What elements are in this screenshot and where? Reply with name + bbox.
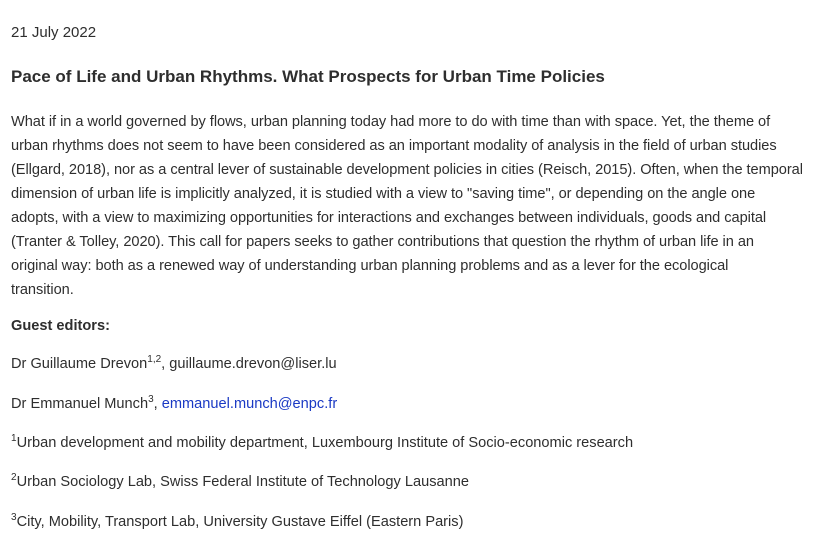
affiliation-mark: 2 — [11, 472, 17, 483]
separator: , — [153, 396, 162, 412]
affiliation-text: Urban Sociology Lab, Swiss Federal Institute of Technology Lausanne — [16, 474, 469, 490]
editor-name: Dr Emmanuel Munch — [11, 396, 149, 412]
affiliation-entry — [11, 512, 463, 532]
abstract-line: (Ellgard, 2018), nor as a central lever of sustainable development policies in cities (Reisch, 2015). Often, when the temporal — [11, 162, 803, 178]
affiliation-text: Urban development and mobility department, Luxembourg Institute of Socio-economic research — [16, 435, 634, 451]
editor-entry — [11, 354, 337, 374]
affiliation-mark: 3 — [11, 512, 17, 523]
editor-email-link[interactable]: emmanuel.munch@enpc.fr — [161, 396, 338, 412]
abstract-line: adopts, with a view to maximizing opportunities for interactions and exchanges between individuals, goods and capital — [11, 210, 767, 226]
abstract-paragraph — [11, 110, 811, 302]
page-title: Pace of Life and Urban Rhythms. What Prospects for Urban Time Policies — [11, 67, 605, 86]
guest-editors-heading: Guest editors: — [11, 318, 110, 334]
abstract-line: (Tranter & Tolley, 2020). This call for papers seeks to gather contributions that question the rhythm of urban life in an — [11, 234, 754, 250]
abstract-line: What if in a world governed by flows, urban planning today had more to do with time than with space. Yet, the theme of — [11, 114, 771, 130]
affiliation-text: City, Mobility, Transport Lab, University Gustave Eiffel (Eastern Paris) — [16, 514, 464, 530]
affiliation-entry — [11, 433, 633, 453]
editor-email: guillaume.drevon@liser.lu — [169, 356, 337, 372]
abstract-line: dimension of urban life is implicitly analyzed, it is studied with a view to "saving time", or depending on the angle one — [11, 186, 756, 202]
abstract-line: original way: both as a renewed way of understanding urban planning problems and as a lever for the ecological — [11, 258, 729, 274]
affiliation-marks: 3 — [148, 394, 154, 405]
affiliation-mark: 1 — [11, 433, 17, 444]
abstract-line: transition. — [11, 282, 74, 298]
editor-entry — [11, 394, 337, 414]
affiliation-entry — [11, 472, 469, 492]
abstract-line: urban rhythms does not seem to have been considered as an important modality of analysis in the field of urban studies — [11, 138, 777, 154]
affiliation-marks: 1,2 — [147, 354, 162, 365]
separator: , — [161, 356, 170, 372]
editor-name: Dr Guillaume Drevon — [11, 356, 148, 372]
publication-date: 21 July 2022 — [11, 24, 97, 41]
